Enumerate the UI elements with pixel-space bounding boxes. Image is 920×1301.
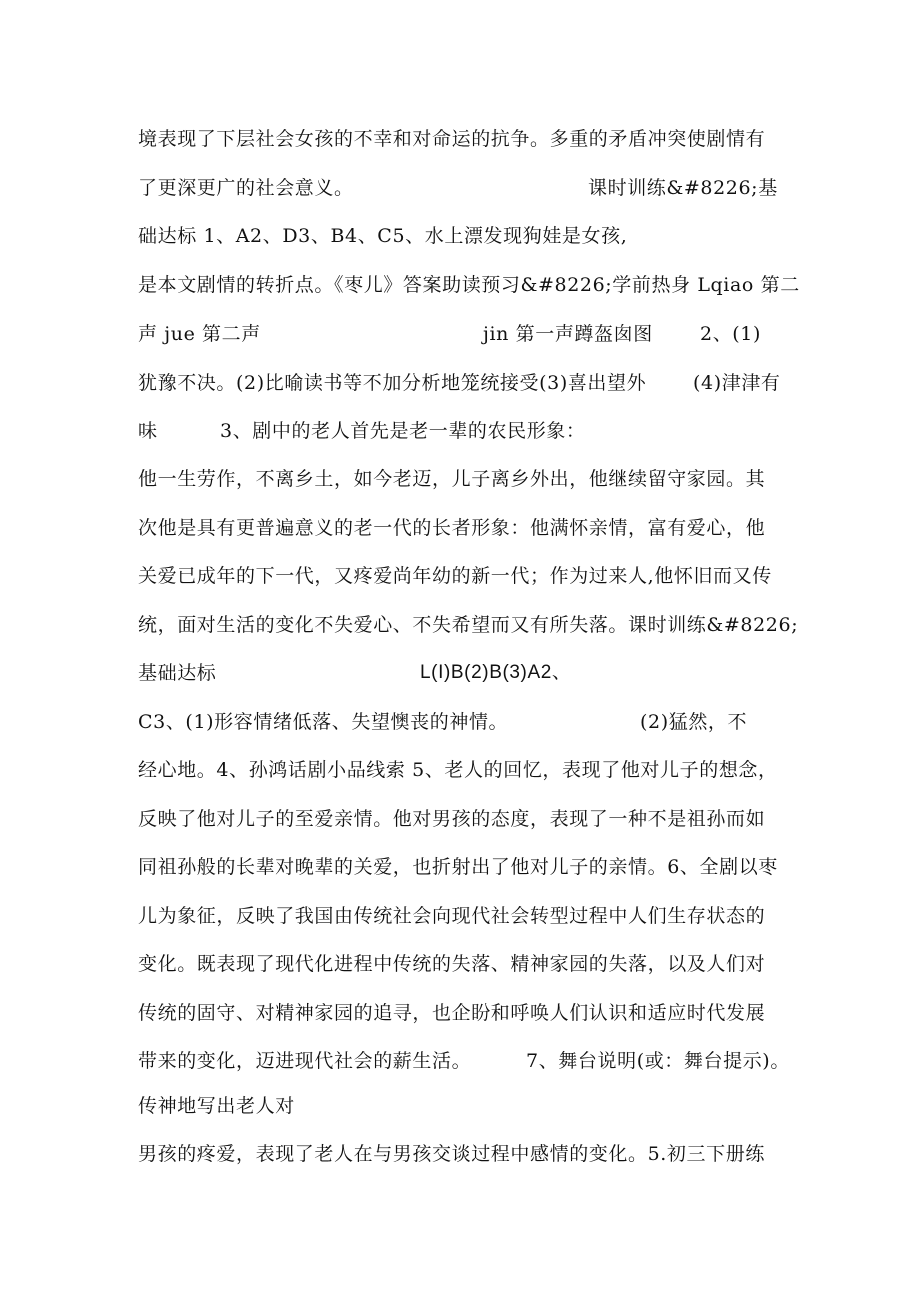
text-segment: 境表现了下层社会女孩的不幸和对命运的抗争。多重的矛盾冲突使剧情有 [138,128,766,150]
text-line [138,705,798,739]
text-segment: 变化。既表现了现代化进程中传统的失落、精神家园的失落，以及人们对 [138,953,766,975]
text-segment: 是本文剧情的转折点。《枣儿》答案助读预习&#8226;学前热身 Lqiao 第二 [138,274,800,296]
text-segment: 儿为象征，反映了我国由传统社会向现代社会转型过程中人们生存状态的 [138,905,766,927]
text-line [138,1089,798,1123]
text-line [138,802,798,836]
text-line [138,219,798,253]
text-segment: jin 第一声蹲盔囱图 [483,323,653,345]
text-segment: 传统的固守、对精神家园的追寻，也企盼和呼唤人们认识和适应时代发展 [138,1002,766,1024]
text-segment: 反映了他对儿子的至爱亲情。他对男孩的态度，表现了一种不是祖孙而如 [138,808,766,830]
text-segment: 统，面对生活的变化不失爱心、不失希望而又有所失落。课时训练&#8226; [138,614,799,636]
text-line [138,366,798,400]
text-segment: 经心地。4、孙鸿话剧小品线索 5、老人的回忆，表现了他对儿子的想念， [138,759,778,781]
text-segment: 7、舞台说明(或：舞台提示)。 [526,1050,790,1072]
text-line [138,414,798,448]
text-segment: 课时训练&#8226;基 [588,177,778,199]
text-segment: 3、剧中的老人首先是老一辈的农民形象： [220,420,586,442]
text-segment: 次他是具有更普遍意义的老一代的长者形象：他满怀亲情，富有爱心，他 [138,517,766,539]
text-segment: 男孩的疼爱，表现了老人在与男孩交谈过程中感情的变化。5.初三下册练 [138,1143,765,1165]
text-line [138,850,798,884]
text-segment: 味 [138,420,158,442]
text-segment: 2、(1) [700,323,762,345]
text-segment: 犹豫不决。(2)比喻读书等不加分析地笼统接受(3)喜出望外 [138,372,647,394]
text-segment: C3、(1)形容情绪低落、失望懊丧的神情。 [138,711,509,733]
text-line [138,462,798,496]
text-line [138,656,798,690]
text-segment: 同祖孙般的长辈对晚辈的关爱，也折射出了他对儿子的亲情。6、全剧以枣 [138,856,778,878]
text-line [138,1137,798,1171]
text-segment: 声 jue 第二声 [138,323,261,345]
text-line [138,996,798,1030]
text-segment: L(I)B(2)B(3)A2、 [420,662,572,683]
text-segment: (4)津津有 [693,372,781,394]
text-line [138,559,798,593]
text-line [138,268,798,302]
text-line [138,171,798,205]
text-line [138,899,798,933]
text-segment: 传神地写出老人对 [138,1095,295,1117]
text-segment: (2)猛然，不 [640,711,748,733]
text-line [138,947,798,981]
text-segment: 基础达标 [138,662,217,684]
text-segment: 础达标 1、A2、D3、B4、C5、水上漂发现狗娃是女孩, [138,225,628,247]
text-segment: 带来的变化，迈进现代社会的薪生活。 [138,1050,472,1072]
text-line [138,608,798,642]
text-segment: 他一生劳作，不离乡土，如今老迈，儿子离乡外出，他继续留守家园。其 [138,468,766,490]
text-segment: 关爱已成年的下一代，又疼爱尚年幼的新一代；作为过来人,他怀旧而又传 [138,565,772,587]
text-line [138,753,798,787]
text-line [138,122,798,156]
text-segment: 了更深更广的社会意义。 [138,177,354,199]
text-line [138,1044,798,1078]
text-line [138,317,798,351]
text-line [138,511,798,545]
